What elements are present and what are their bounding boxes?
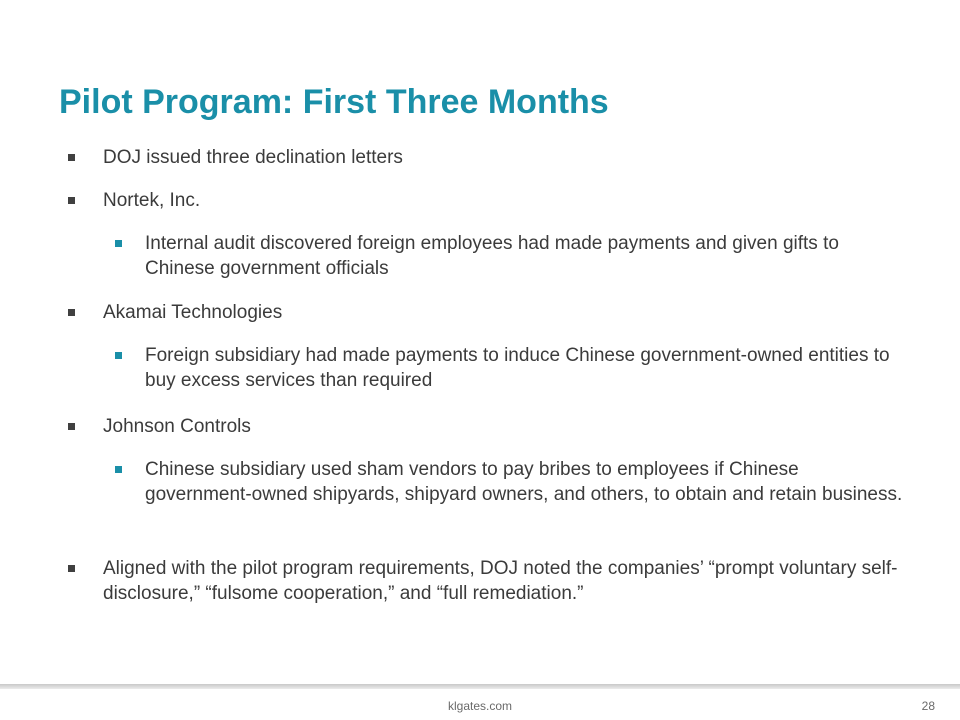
square-bullet-icon (68, 154, 75, 161)
footer-site: klgates.com (447, 699, 513, 713)
square-bullet-icon (115, 240, 122, 247)
bullet-text: Johnson Controls (103, 416, 251, 437)
bullet-item (103, 556, 903, 606)
bullet-text: Aligned with the pilot program requirements, DOJ noted the companies’ “prompt voluntary self-disclosure,” “fulsome cooperation,” and “full remediation.” (103, 558, 898, 604)
footer-divider (0, 684, 960, 689)
bullet-item (103, 145, 903, 170)
slide-title: Pilot Program: First Three Months (59, 83, 609, 121)
sub-bullet-item (145, 457, 905, 507)
square-bullet-icon (68, 565, 75, 572)
square-bullet-icon (68, 197, 75, 204)
bullet-text: Nortek, Inc. (103, 190, 201, 211)
bullet-item (103, 188, 903, 213)
page-number: 28 (921, 699, 935, 713)
bullet-text: Internal audit discovered foreign employees had made payments and given gifts to Chinese government officials (145, 233, 839, 279)
square-bullet-icon (68, 309, 75, 316)
bullet-text: Akamai Technologies (103, 302, 283, 323)
sub-bullet-item (145, 343, 905, 393)
bullet-item (103, 414, 903, 439)
bullet-text: Chinese subsidiary used sham vendors to pay bribes to employees if Chinese government-owned shipyards, shipyard owners, and others, to obtain and retain business. (145, 459, 903, 505)
bullet-text: DOJ issued three declination letters (103, 147, 403, 168)
square-bullet-icon (68, 423, 75, 430)
square-bullet-icon (115, 466, 122, 473)
square-bullet-icon (115, 352, 122, 359)
bullet-item (103, 300, 903, 325)
bullet-text: Foreign subsidiary had made payments to induce Chinese government-owned entities to buy excess services than required (145, 345, 890, 391)
sub-bullet-item (145, 231, 905, 281)
